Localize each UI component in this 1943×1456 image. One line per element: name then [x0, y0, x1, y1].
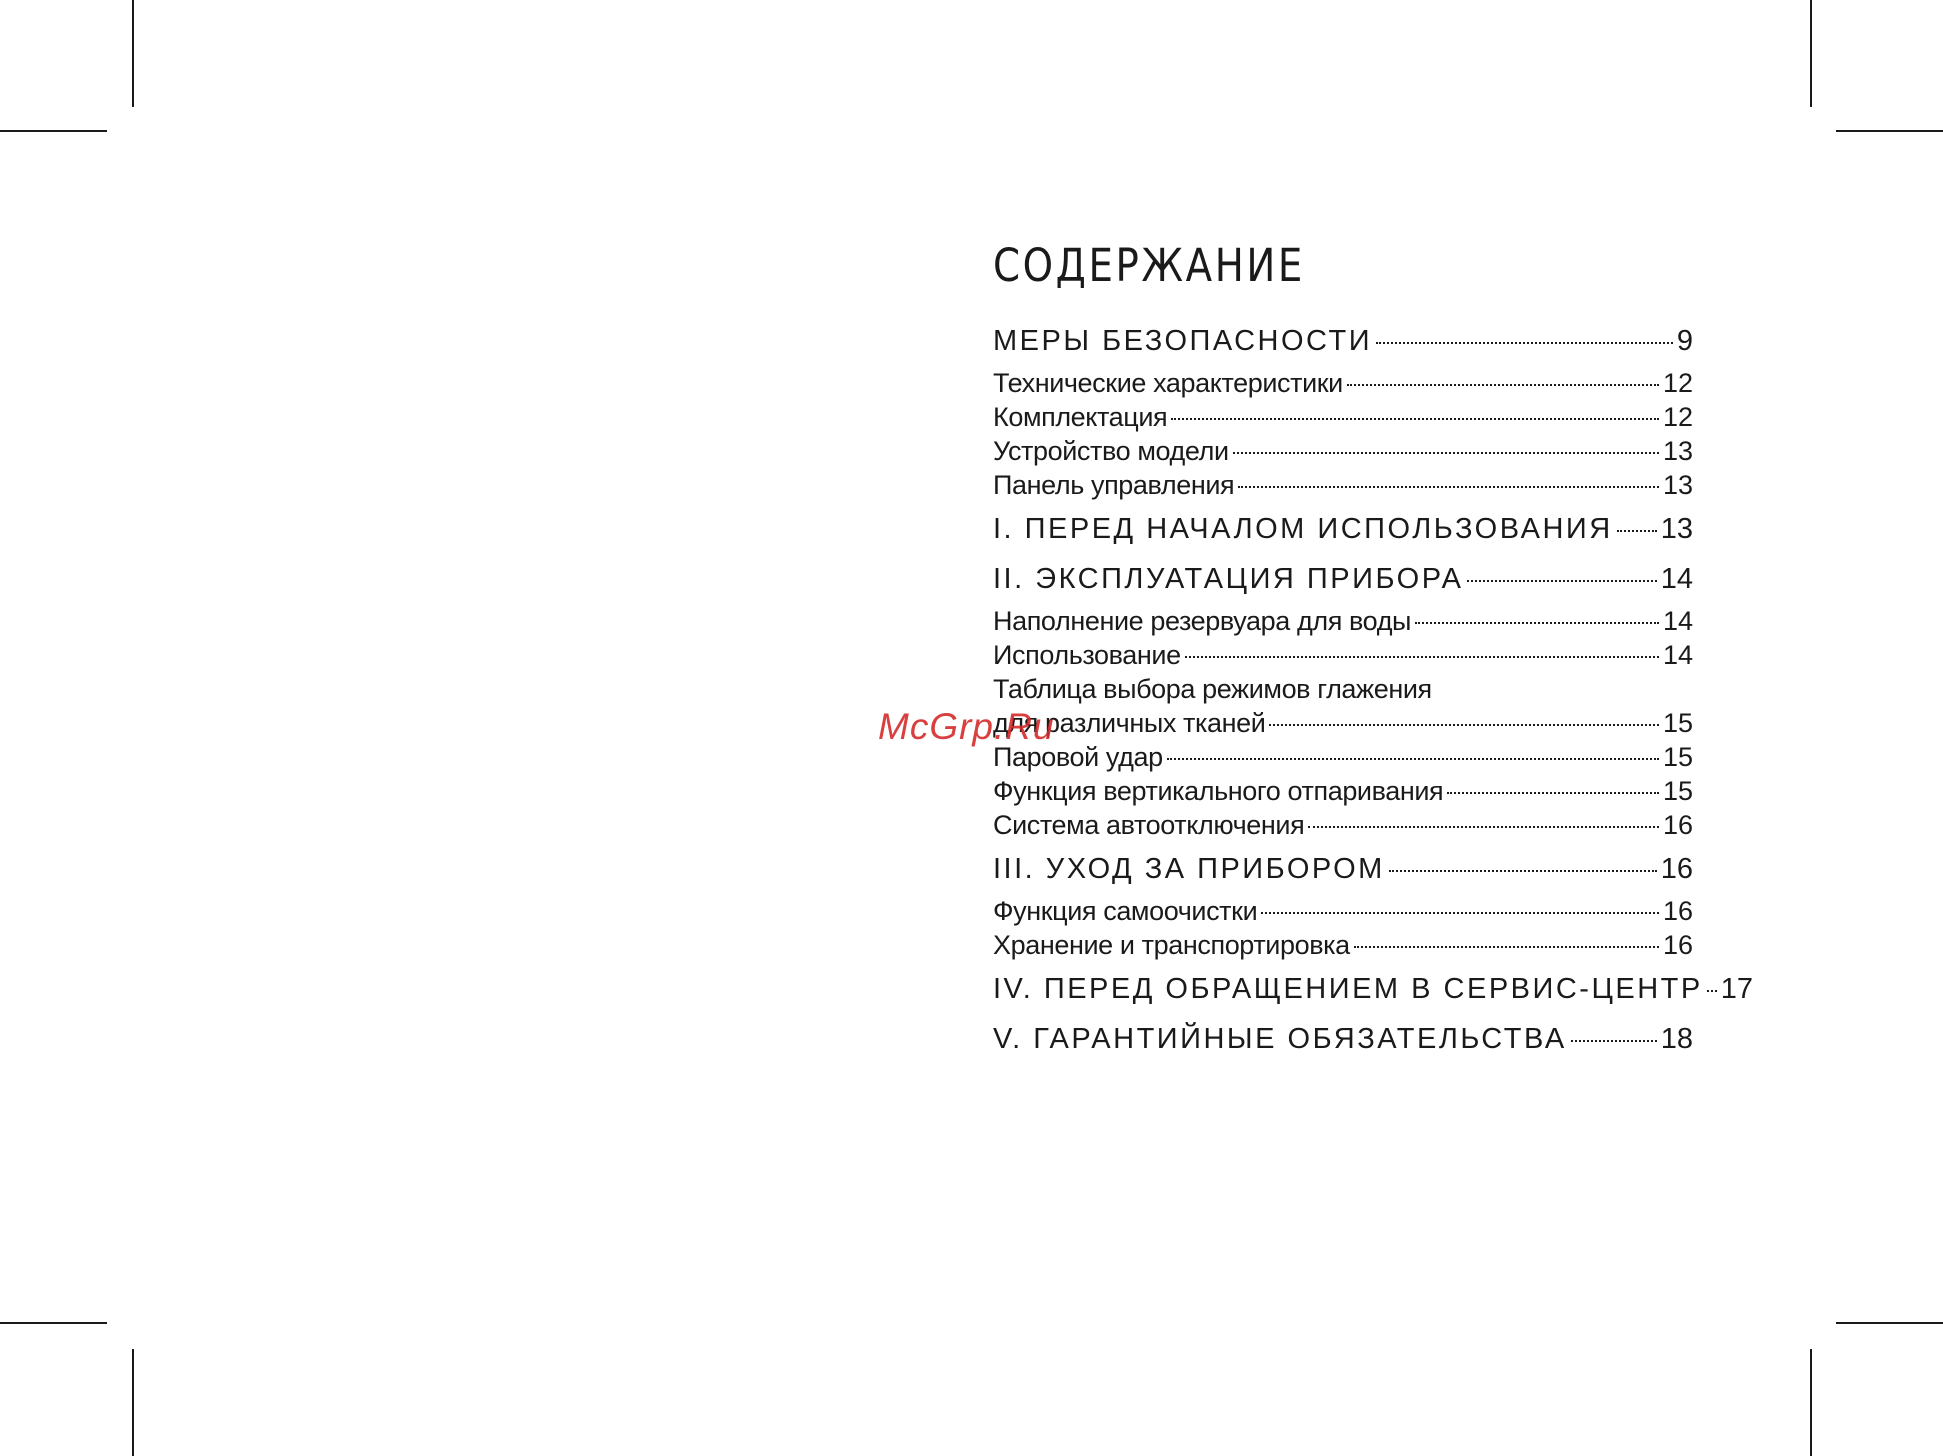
toc-dot-leader: [1233, 452, 1659, 454]
crop-mark-bottom-right-vertical: [1810, 1349, 1812, 1456]
watermark: McGrp.Ru: [878, 706, 1055, 747]
toc-entry-label: I. ПЕРЕД НАЧАЛОМ ИСПОЛЬЗОВАНИЯ: [993, 513, 1613, 545]
toc-entry-page: 16: [1662, 810, 1693, 840]
crop-mark-top-right-horizontal: [1836, 130, 1943, 132]
toc-entry: [993, 1016, 1693, 1062]
toc-entry-page: 18: [1660, 1023, 1693, 1055]
toc-entry-page: 13: [1662, 436, 1693, 466]
toc-dot-leader: [1347, 384, 1659, 386]
toc-entry-page: 14: [1660, 563, 1693, 595]
toc-entry: [993, 966, 1754, 1012]
toc-entry-label: Комплектация: [993, 402, 1168, 432]
toc-entry: [993, 740, 1693, 774]
toc-entry: [993, 894, 1693, 928]
toc-entry: [993, 808, 1693, 842]
toc-dot-leader: [1238, 486, 1659, 488]
toc-entry: [993, 774, 1693, 808]
toc-entry-page: 16: [1662, 930, 1693, 960]
toc-entry-label: для различных тканей: [993, 708, 1266, 738]
toc-entry-page: 15: [1662, 708, 1693, 738]
toc-dot-leader: [1261, 912, 1659, 914]
toc-dot-leader: [1447, 792, 1659, 794]
toc-entry-label: III. УХОД ЗА ПРИБОРОМ: [993, 853, 1385, 885]
toc-entry-label: Технические характеристики: [993, 368, 1343, 398]
toc-entry-label: Хранение и транспортировка: [993, 930, 1350, 960]
toc-entry-page: 15: [1662, 742, 1693, 772]
toc-entry-label: II. ЭКСПЛУАТАЦИЯ ПРИБОРА: [993, 563, 1464, 595]
toc-entry-label: Панель управления: [993, 470, 1235, 500]
toc-entry: [993, 506, 1693, 552]
toc-entry-label: Наполнение резервуара для воды: [993, 606, 1412, 636]
toc-entry: [993, 400, 1693, 434]
toc-entry: [993, 638, 1693, 672]
toc-entry: [993, 434, 1693, 468]
toc-entry-page: 9: [1676, 325, 1693, 357]
toc-dot-leader: [1415, 622, 1659, 624]
table-of-contents: [993, 236, 1754, 1064]
toc-entry-label: Система автоотключения: [993, 810, 1305, 840]
toc-entry-page: 16: [1660, 853, 1693, 885]
toc-entry-page: 15: [1662, 776, 1693, 806]
toc-entry: [993, 556, 1693, 602]
crop-mark-bottom-right-horizontal: [1836, 1322, 1943, 1324]
toc-dot-leader: [1571, 1040, 1657, 1042]
toc-entry-page: 14: [1662, 640, 1693, 670]
toc-entry-page: 13: [1660, 513, 1693, 545]
toc-entry-page: 16: [1662, 896, 1693, 926]
toc-entry-label: Устройство модели: [993, 436, 1229, 466]
crop-mark-bottom-left-horizontal: [0, 1322, 107, 1324]
toc-entry-page: 14: [1662, 606, 1693, 636]
toc-dot-leader: [1467, 580, 1656, 582]
toc-entry: [993, 468, 1693, 502]
toc-dot-leader: [1354, 946, 1659, 948]
toc-dot-leader: [1617, 530, 1657, 532]
toc-entry-label: V. ГАРАНТИЙНЫЕ ОБЯЗАТЕЛЬСТВА: [993, 1023, 1567, 1055]
toc-dot-leader: [1376, 342, 1673, 344]
crop-mark-top-left-horizontal: [0, 130, 107, 132]
toc-entry: [993, 604, 1693, 638]
toc-entry-label: Таблица выбора режимов глажения: [993, 674, 1432, 704]
toc-dot-leader: [1185, 656, 1659, 658]
toc-entry-label: Паровой удар: [993, 742, 1163, 772]
toc-dot-leader: [1707, 990, 1717, 992]
toc-entry-page: 12: [1662, 402, 1693, 432]
toc-entry-label: Функция самоочистки: [993, 896, 1258, 926]
crop-mark-top-left-vertical: [132, 0, 134, 107]
toc-entry-page: 13: [1662, 470, 1693, 500]
toc-dot-leader: [1171, 418, 1659, 420]
toc-entry: [993, 672, 1693, 706]
toc-entry-page: 17: [1720, 973, 1754, 1005]
toc-entries: [993, 318, 1754, 1062]
crop-mark-bottom-left-vertical: [132, 1349, 134, 1456]
toc-title: СОДЕРЖАНИЕ: [993, 239, 1305, 292]
toc-entry-label: Использование: [993, 640, 1181, 670]
toc-dot-leader: [1167, 758, 1659, 760]
crop-mark-top-right-vertical: [1810, 0, 1812, 107]
toc-entry: [993, 928, 1693, 962]
toc-entry-label: МЕРЫ БЕЗОПАСНОСТИ: [993, 325, 1373, 357]
toc-entry: [993, 318, 1693, 364]
toc-entry: [993, 706, 1693, 740]
toc-entry: [993, 366, 1693, 400]
toc-entry-page: 12: [1662, 368, 1693, 398]
toc-entry-label: IV. ПЕРЕД ОБРАЩЕНИЕМ В СЕРВИС-ЦЕНТР: [993, 973, 1703, 1005]
toc-dot-leader: [1389, 870, 1657, 872]
toc-dot-leader: [1269, 724, 1658, 726]
toc-dot-leader: [1308, 826, 1659, 828]
toc-entry-label: Функция вертикального отпаривания: [993, 776, 1444, 806]
toc-entry: [993, 846, 1693, 892]
